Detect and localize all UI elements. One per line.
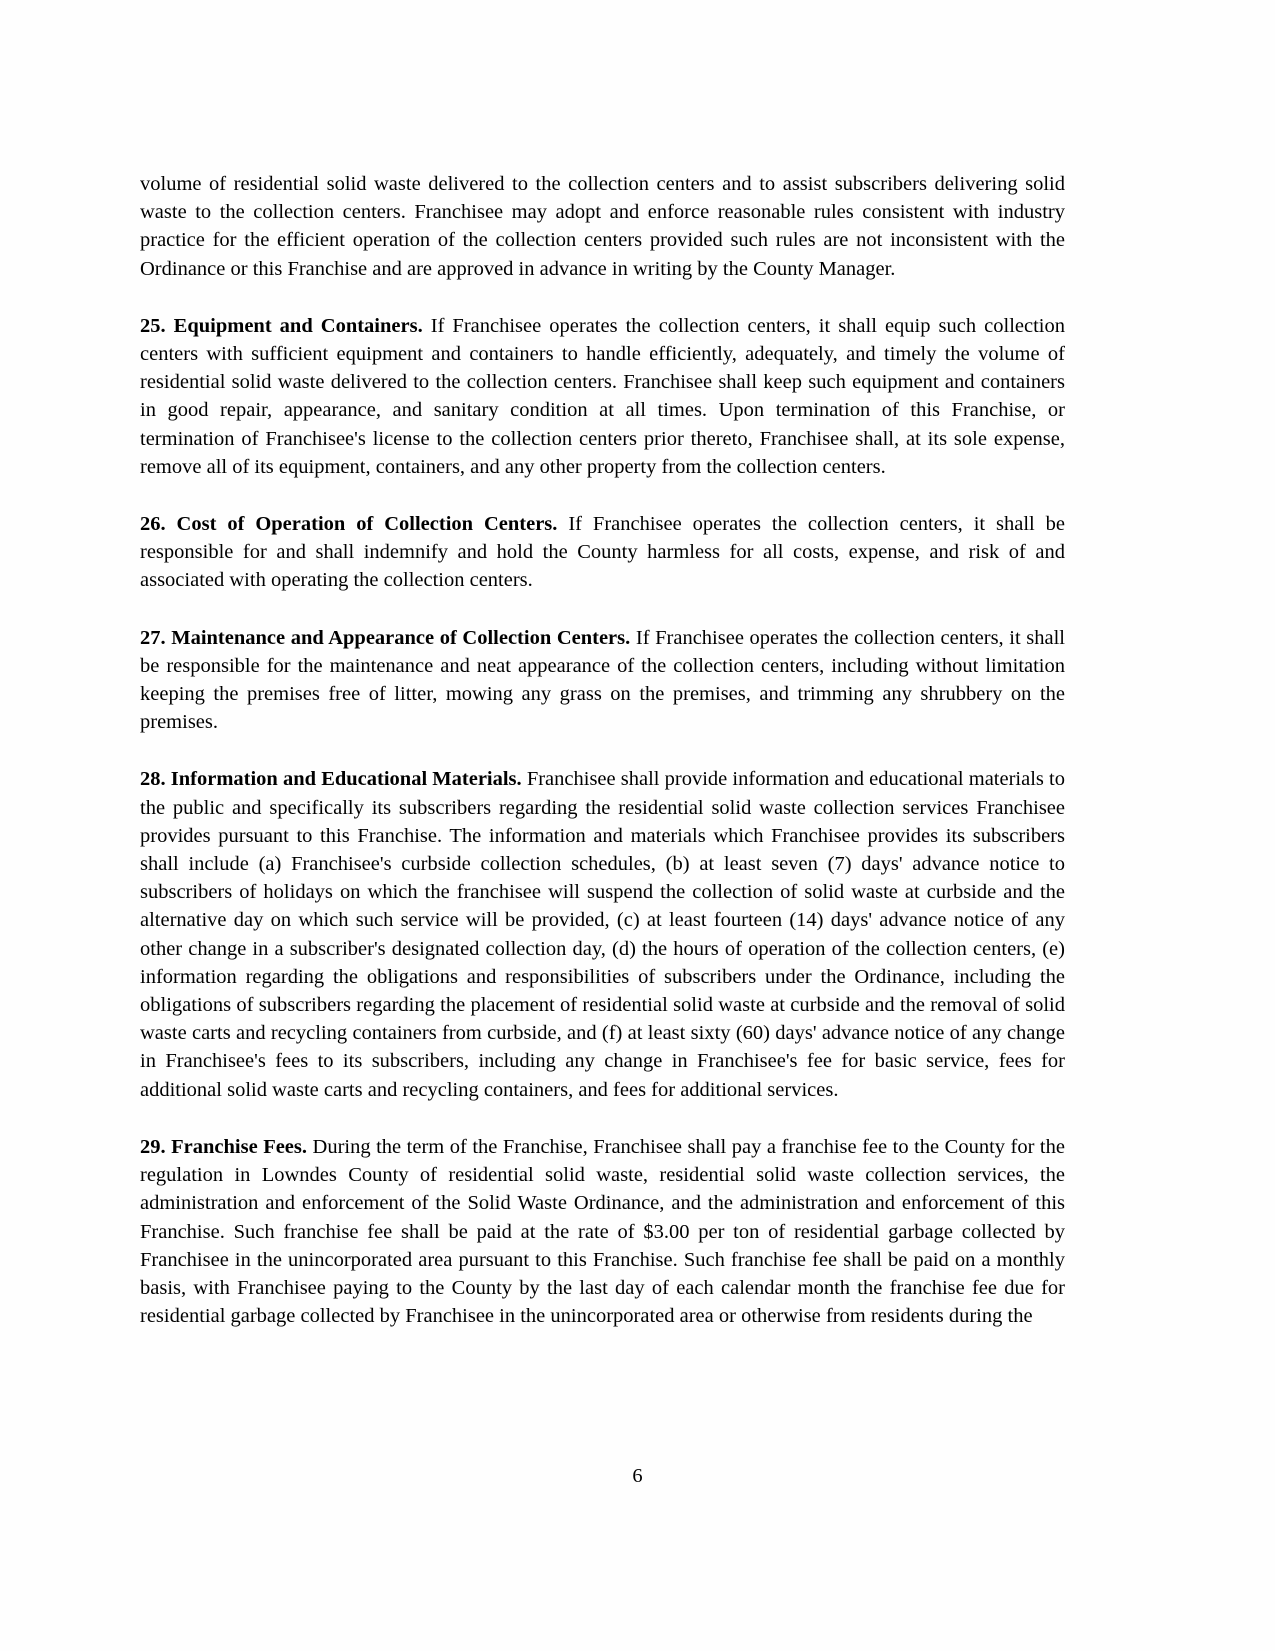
section-heading-28: 28. Information and Educational Materials. [140,768,522,791]
paragraph-section-28 [140,765,1065,1103]
page-number: 6 [632,1465,643,1487]
section-heading-26: 26. Cost of Operation of Collection Centers. [140,513,558,536]
paragraph-section-25 [140,312,1065,481]
paragraph-intro [140,170,1065,283]
paragraph-section-29 [140,1133,1065,1330]
paragraph-text: If Franchisee operates the collection centers, it shall be responsible for the maintenance and neat appearance of the collection centers, including without limitation keeping the premises free of litter, mowing any grass on the premises, and trimming any shrubbery on the premises. [140,626,1065,734]
section-heading-25: 25. Equipment and Containers. [140,314,423,337]
paragraph-text: If Franchisee operates the collection centers, it shall be responsible for and shall indemnify and hold the County harmless for all costs, expense, and risk of and associated with operating the collection centers. [140,513,1066,592]
section-heading-29: 29. Franchise Fees. [140,1135,308,1158]
paragraph-text: During the term of the Franchise, Franchisee shall pay a franchise fee to the County for the regulation in Lowndes County of residential solid waste, residential solid waste collection services, the administration and enforcement of the Solid Waste Ordinance, and the administration and enforcement of this Franchise. Such franchise fee shall be paid at the rate of $3.00 per ton of residential garbage collected by Franchisee in the unincorporated area pursuant to this Franchise. Such franchise fee shall be paid on a monthly basis, with Franchisee paying to the County by the last day of each calendar month the franchise fee due for residential garbage collected by Franchisee in the unincorporated area or otherwise from residents during the [140,1135,1065,1328]
paragraph-section-26 [140,510,1065,595]
paragraph-text: If Franchisee operates the collection centers, it shall equip such collection centers with sufficient equipment and containers to handle efficiently, adequately, and timely the volume of residential solid waste delivered to the collection centers. Franchisee shall keep such equipment and containers in good repair, appearance, and sanitary condition at all times. Upon termination of this Franchise, or termination of Franchisee's license to the collection centers prior thereto, Franchisee shall, at its sole expense, remove all of its equipment, containers, and any other property from the collection centers. [140,314,1065,478]
section-heading-27: 27. Maintenance and Appearance of Collection Centers. [140,626,631,649]
document-body [140,170,1065,1330]
paragraph-section-27 [140,624,1065,737]
paragraph-text: Franchisee shall provide information and educational materials to the public and specifically its subscribers regarding the residential solid waste collection services Franchisee provides pursuant to this Franchise. The information and materials which Franchisee provides its subscribers shall include (a) Franchisee's curbside collection schedules, (b) at least seven (7) days' advance notice to subscribers of holidays on which the franchisee will suspend the collection of solid waste at curbside and the alternative day on which such service will be provided, (c) at least fourteen (14) days' advance notice of any other change in a subscriber's designated collection day, (d) the hours of operation of the collection centers, (e) information regarding the obligations and responsibilities of subscribers under the Ordinance, including the obligations of subscribers regarding the placement of residential solid waste at curbside and the removal of solid waste carts and recycling containers from curbside, and (f) at least sixty (60) days' advance notice of any change in Franchisee's fees to its subscribers, including any change in Franchisee's fee for basic service, fees for additional solid waste carts and recycling containers, and fees for additional services. [140,768,1065,1101]
paragraph-text: volume of residential solid waste delivered to the collection centers and to assist subscribers delivering solid waste to the collection centers. Franchisee may adopt and enforce reasonable rules consistent with industry practice for the efficient operation of the collection centers provided such rules are not inconsistent with the Ordinance or this Franchise and are approved in advance in writing by the County Manager. [140,173,1065,280]
